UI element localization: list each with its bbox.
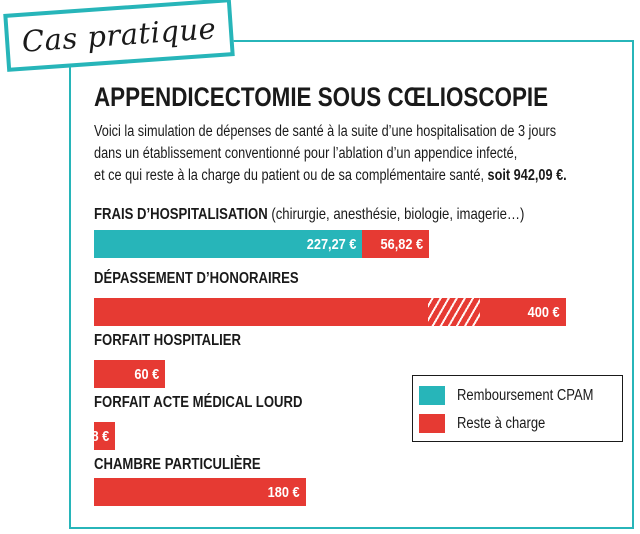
section-tag-label: Cas pratique (20, 11, 218, 59)
category-name: DÉPASSEMENT D’HONORAIRES (94, 270, 299, 287)
category-label (94, 332, 241, 350)
page-title: APPENDICECTOMIE SOUS CŒLIOSCOPIE (94, 82, 549, 112)
legend-item-cpam (419, 386, 620, 405)
intro-line-3 (94, 165, 627, 187)
intro-text (94, 121, 627, 187)
legend (412, 375, 623, 442)
legend-swatch-cpam (419, 386, 445, 405)
intro-line-2: dans un établissement conventionné pour l’ablation d’un appendice infecté, (94, 145, 518, 162)
intro-total: soit 942,09 €. (487, 167, 567, 184)
axis-break-mark (428, 298, 480, 326)
bar-reste (362, 230, 429, 258)
legend-swatch-reste (419, 414, 445, 433)
bar-reste (94, 478, 306, 506)
bar-reste (94, 298, 566, 326)
bar-value-label: 227,27 € (306, 235, 356, 253)
category-name: FRAIS D’HOSPITALISATION (94, 206, 268, 223)
intro-line-1: Voici la simulation de dépenses de santé à la suite d’une hospitalisation de 3 jours (94, 123, 557, 140)
category-name: FORFAIT HOSPITALIER (94, 332, 241, 349)
bar-reste (94, 360, 165, 388)
bar-reste (84, 422, 115, 450)
category-label (94, 456, 261, 474)
bar-value-label: 60 € (134, 365, 159, 383)
category-name: FORFAIT ACTE MÉDICAL LOURD (94, 394, 303, 411)
bar-value-label: 180 € (268, 483, 300, 501)
bar-value-label: 400 € (528, 303, 560, 321)
category-label (94, 394, 302, 412)
category-name: CHAMBRE PARTICULIÈRE (94, 456, 261, 473)
bar-cpam (94, 230, 362, 258)
bar-value-label: 56,82 € (380, 235, 423, 253)
legend-label-reste: Reste à charge (457, 414, 546, 432)
intro-line-3-text: et ce qui reste à la charge du patient ou de sa complémentaire santé, (94, 167, 488, 184)
bar-value-label: 18 € (84, 427, 109, 445)
category-note: (chirurgie, anesthésie, biologie, imagerie…) (271, 206, 525, 223)
category-label (94, 270, 299, 288)
legend-label-cpam: Remboursement CPAM (457, 386, 594, 404)
category-label (94, 206, 524, 224)
legend-item-reste (419, 414, 562, 433)
